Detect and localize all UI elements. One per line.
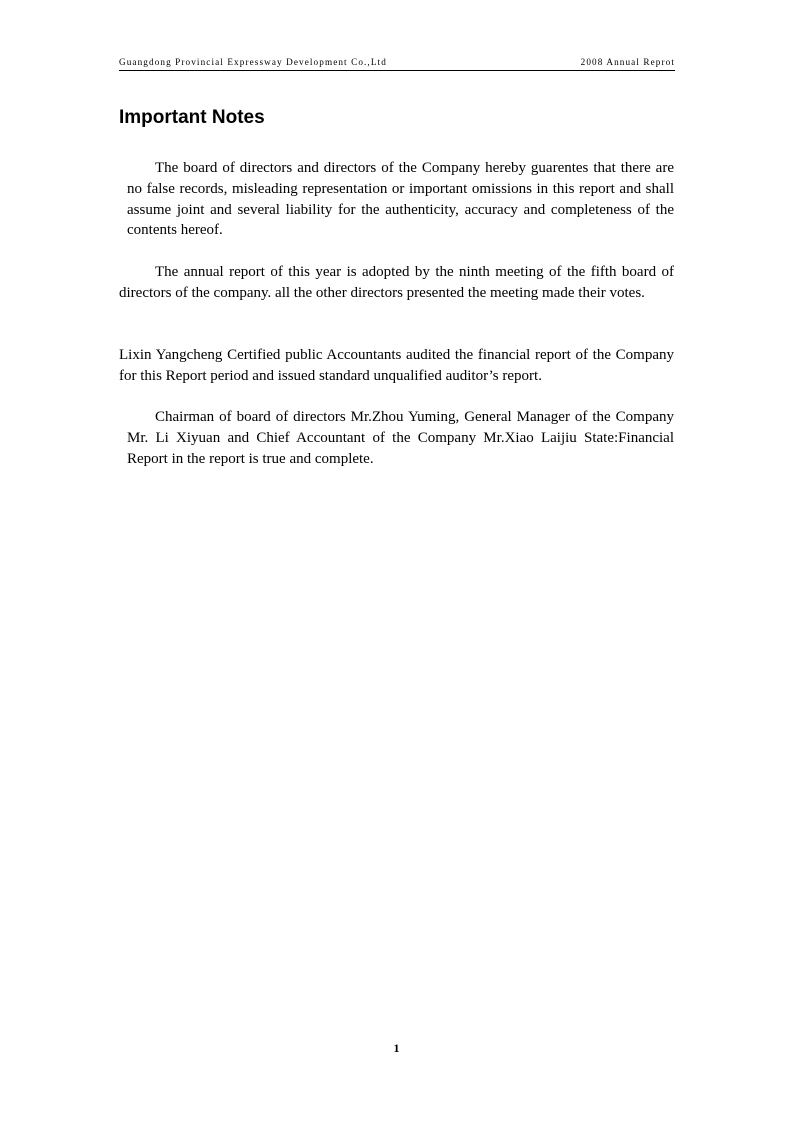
paragraph-officers-statement: Chairman of board of directors Mr.Zhou Yuming, General Manager of the Company Mr. Li Xiyuan and Chief Accountant of the Company Mr.Xiao Laijiu State:Financial Report in the report is true and complete.	[127, 409, 674, 467]
paragraph-report-adoption: The annual report of this year is adopted by the ninth meeting of the fifth board of directors of the company. all the other directors presented the meeting made their votes.	[119, 264, 674, 301]
page-number: 1	[393, 1041, 400, 1055]
header-report-name: 2008 Annual Reprot	[580, 57, 675, 67]
page-title: Important Notes	[119, 107, 265, 128]
header-company-name: Guangdong Provincial Expressway Development Co.,Ltd	[119, 57, 387, 67]
paragraph-auditor-statement: Lixin Yangcheng Certified public Accountants audited the financial report of the Company for this Report period and issued standard unqualified auditor’s report.	[119, 347, 674, 384]
running-header	[119, 56, 675, 71]
paragraph-board-guarantee: The board of directors and directors of the Company hereby guarentes that there are no false records, misleading representation or important omissions in this report and shall assume joint and several liability for the authenticity, accuracy and completeness of the contents hereof.	[127, 160, 674, 239]
